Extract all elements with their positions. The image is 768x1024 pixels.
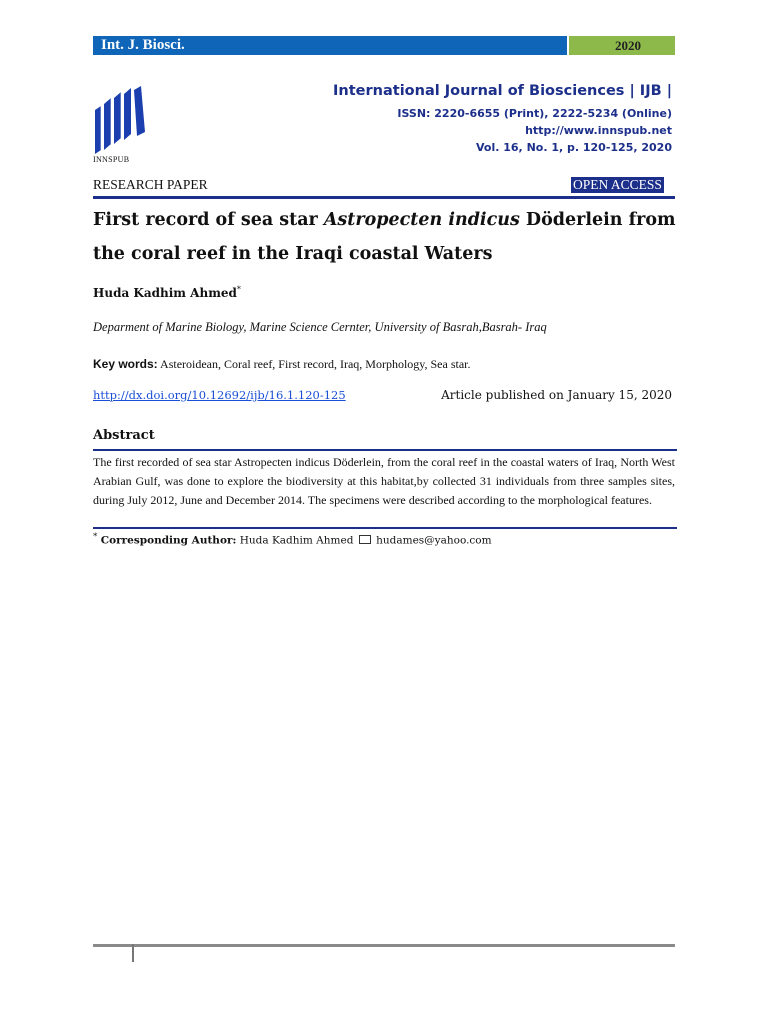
abstract-heading: Abstract: [93, 428, 155, 443]
footer-rule: [93, 944, 675, 947]
keywords-label: Key words:: [93, 357, 158, 371]
envelope-icon: [359, 535, 371, 544]
article-title: [93, 203, 683, 271]
logo-text: INNSPUB: [93, 155, 130, 164]
year-label: 2020: [615, 38, 641, 53]
volume-line: Vol. 16, No. 1, p. 120-125, 2020: [476, 141, 672, 154]
abstract-bottom-rule: [93, 527, 677, 529]
corr-name: Huda Kadhim Ahmed: [239, 534, 354, 547]
affiliation: Deparment of Marine Biology, Marine Science Cernter, University of Basrah,Basrah- Iraq: [93, 320, 547, 334]
footer-page-tick: [132, 944, 134, 962]
abstract-top-rule: [93, 449, 677, 451]
title-part-1: First record of sea star: [93, 210, 324, 230]
journal-url[interactable]: http://www.innspub.net: [525, 124, 672, 137]
corresponding-author: [93, 532, 492, 547]
journal-title: International Journal of Biosciences | IJB |: [333, 83, 672, 99]
author-name: Huda Kadhim Ahmed: [93, 286, 237, 300]
keywords-list: Asteroidean, Coral reef, First record, Iraq, Morphology, Sea star.: [157, 357, 471, 371]
title-part-2: Döderlein from the coral reef in the Iraqi coastal Waters: [93, 210, 676, 264]
corr-email[interactable]: hudames@yahoo.com: [376, 534, 492, 547]
research-paper-label: RESEARCH PAPER: [93, 177, 208, 192]
doi-link[interactable]: http://dx.doi.org/10.12692/ijb/16.1.120-125: [93, 388, 346, 402]
journal-short-title: Int. J. Biosci.: [101, 37, 185, 53]
issn-line: ISSN: 2220-6655 (Print), 2222-5234 (Online): [397, 107, 672, 120]
innspub-logo-icon: [93, 86, 149, 166]
published-date: Article published on January 15, 2020: [441, 388, 672, 402]
journal-short-bar: [93, 36, 567, 55]
year-bar: [569, 36, 675, 55]
author-line: [93, 285, 241, 300]
corr-label: Corresponding Author:: [100, 534, 237, 547]
abstract-text: The first recorded of sea star Astropecten indicus Döderlein, from the coral reef in the coastal waters of Iraq, North West Arabian Gulf, was done to explore the biodiversity at this habitat,by collected 31 individuals from three samples sites, during July 2012, June and December 2014. The specimens were described according to the morphological features.: [93, 455, 675, 507]
corr-mark: *: [93, 532, 98, 542]
keywords-line: [93, 357, 471, 372]
author-mark: *: [236, 285, 241, 294]
title-species: Astropecten indicus: [323, 210, 520, 230]
open-access-badge: OPEN ACCESS: [573, 177, 662, 192]
